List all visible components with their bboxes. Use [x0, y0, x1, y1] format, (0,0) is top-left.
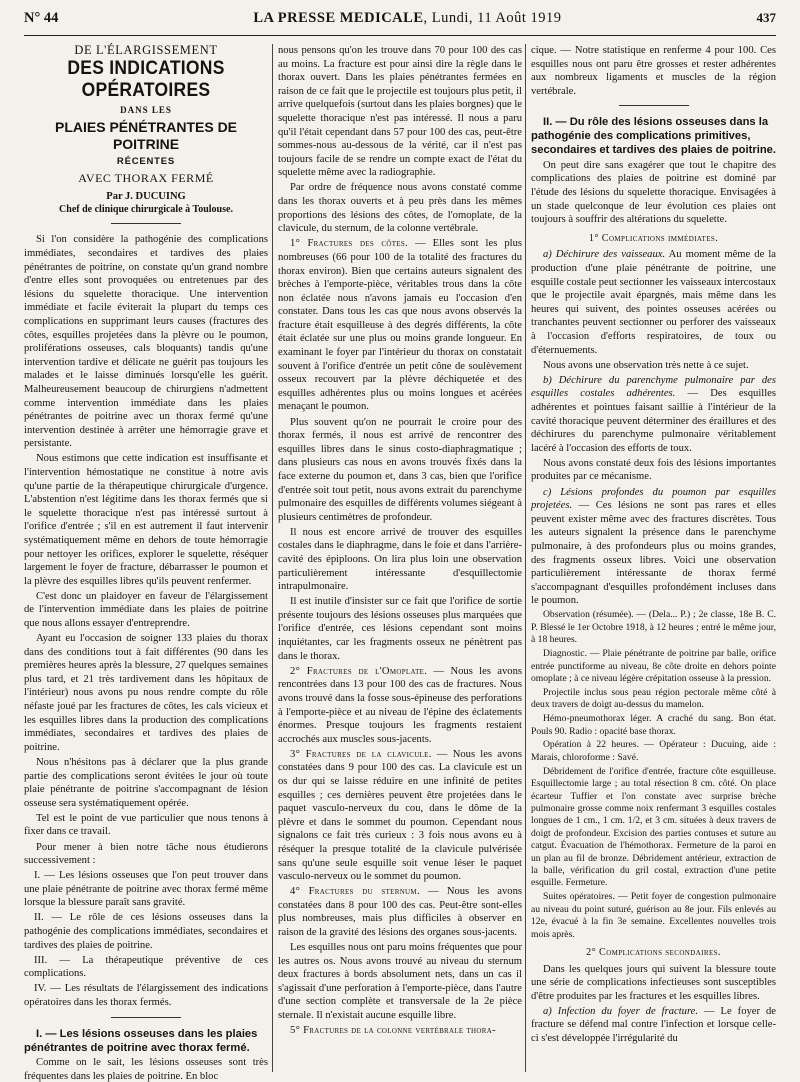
subtitle-thorax: AVEC THORAX FERMÉ — [78, 170, 214, 185]
paragraph: 5° Fractures de la colonne vertébrale thora- — [290, 1025, 496, 1037]
column-1 — [24, 44, 268, 1082]
paragraph-text: — Nous les avons rencontrées dans 13 pour 100 des cas de fractures. Nous avons trouvé dans la fosse sous-épineuse des perforations à l'emporte-pièce et au niveau de l'épine des éclatements énormes. Presque toujours les fragments restaient accrochés aux muscles sous-jacents. — [278, 665, 522, 745]
column-divider — [525, 44, 526, 1072]
subsection-lead: 4° Fractures du sternum. — [290, 886, 420, 898]
paragraph — [531, 248, 776, 357]
paragraph — [531, 486, 776, 608]
issue-number: N° 44 — [24, 10, 59, 26]
title-rule — [111, 223, 181, 224]
paragraph: C'est donc un plaidoyer en faveur de l'élargissement de l'intervention immédiate dans les plaies de poitrine que nous allons essayer d'entreprendre. — [24, 590, 268, 629]
masthead — [24, 10, 776, 36]
title-connector: DANS LES — [120, 104, 172, 115]
list-item: III. — La thérapeutique préventive de ces complications. — [24, 954, 268, 980]
column-divider — [272, 44, 273, 1072]
list-item: II. — Le rôle de ces lésions osseuses dans la pathogénie des complications immédiates, secondaires et tardives des plaies de poitrine. — [24, 912, 268, 951]
paragraph-text: — Nous les avons constatées dans 8 pour 100 des cas. Peut-être sont-elles plus nombreuses, mais plus difficiles à observer en raison de la gravité des lésions des organes sous-jacents. — [278, 886, 522, 938]
subsection-lead: 1° Fractures des côtes. — [290, 238, 409, 250]
observation-line: Hémo-pneumothorax léger. A craché du sang. Bon état. Pouls 90. Radio : opacité base thorax. — [531, 713, 776, 737]
issue-date: , Lundi, 11 Août 1919 — [423, 10, 562, 26]
masthead-title — [253, 10, 561, 27]
paragraph: Ayant eu l'occasion de soigner 133 plaies du thorax dans des conditions tout à fait différentes (90 dans les premières heures après la blessure, 27 quelques semaines plus tard, et 21 très tardivement dans les hôpitaux de l'intérieur) nous avons pu nous rendre compte du rôle néfaste joué par les fractures de côtes, les cals vicieux et les esquilles libres dans la production des complications immédiates, secondaires et tardives des plaies de poitrine. — [24, 633, 268, 753]
subtitle-recentes: RÉCENTES — [116, 156, 176, 168]
article-subtitle: PLAIES PÉNÉTRANTES DE POITRINE — [54, 119, 238, 153]
list-item: I. — Les lésions osseuses que l'on peut trouver dans une plaie pénétrante de poitrine avec thorax fermé même lorsque la blessure paraît sans gravité. — [24, 870, 268, 909]
paragraph: Comme on le sait, les lésions osseuses sont très fréquentes dans les plaies de poitrine. En bloc — [24, 1057, 268, 1082]
paragraph: cique. — Notre statistique en renferme 4 pour 100. Ces esquilles nous ont paru être grosses et rester adhérentes aux nombreux ligaments et muscles de la région vertébrale. — [531, 45, 776, 97]
subsection-lead: c) Lésions profondes du poumon par esquilles projetées. — [531, 486, 776, 512]
paragraph: Nous avons une observation très nette à ce sujet. — [543, 359, 749, 371]
observation-line: Débridement de l'orifice d'entrée, fracture côte esquilleuse. Esquillectomie large ; au total résection 8 cm. côté. On place écarteur Tuffier et l'on constate avec surprise brèche pulmonaire grosse comme noix renfermant 3 esquilles costales longues de 1 cm., 1 cm. 1/2, et 3 cm. situées à deux travers de doigt de profondeur. Excision des parties contuses et suture au catgut. Évacuation de l'hémothorax. Fermeture de la paroi en un plan au fil de bronze. Débridement antérieur, extraction de la balle, vérification du gril costal, extraction d'une petite esquille. Fermeture. — [531, 765, 776, 889]
paragraph: Tel est le point de vue particulier que nous tenons à fixer dans ce travail. — [24, 812, 268, 838]
page-number: 437 — [756, 10, 776, 25]
column-2 — [278, 44, 522, 1039]
paragraph: nous pensons qu'on les trouve dans 70 pour 100 des cas au moins. La fracture est pour ainsi dire la règle dans le thorax ouvert. Dans les plaies pénétrantes fermées en raison de ce fait que le projectile est toujours plus petit, il arrive quelquefois (surtout dans les plaies borgnes) que le squelette thoracique n'est pas intéressé. Il nous a paru qu'il l'était cependant dans 57 pour 100 des cas, peut-être sommes-nous au-dessous de la vérité, car il n'est pas toujours facile de se rendre un compte exact de l'état du squelette même avec la radiographie. — [278, 45, 522, 179]
section-rule — [111, 1017, 181, 1018]
clinical-observation — [531, 609, 776, 941]
paragraph-text: — Des esquilles adhérentes et pointues faisant saillie à l'intérieur de la cavité thoracique peuvent déterminer des éraillures et des déchirures du parenchyme pulmonaire véritablement lacéré à l'occasion des efforts de toux. — [531, 388, 776, 454]
paragraph — [278, 885, 522, 939]
paragraph — [278, 748, 522, 884]
article-title: DES INDICATIONS OPÉRATOIRES — [67, 57, 225, 101]
author-byline: Par J. DUCUING — [106, 191, 186, 203]
observation-line: Suites opératoires. — Petit foyer de congestion pulmonaire au niveau du point suturé, guérison au 8e jour. Fils enlevés au 12e, évacué à la fin 3e semaine. Excellentes nouvelles trois mois après. — [531, 891, 776, 940]
paragraph-text: — Le foyer de fracture se défend mal contre l'infection et lorsque celle-ci s'est développée l'irrégularité du — [531, 1005, 776, 1044]
paragraph-text: — Nous les avons constatées dans 9 pour 100 des cas. La clavicule est un os dur qui se laisse réduire en une infinité de petites esquilles ; ces dernières peuvent être projetées dans le paquet vasculo-nerveux du cou, dans le dôme de la plèvre et dans le sommet du poumon. Cependant nous signalons ce fait très curieux : 3 fois nous avons eu à réséquer la presque totalité de la clavicule pulvérisée sans qu'une seule esquille soit venue léser le paquet vasculo-nerveux ou le sommet du poumon. — [278, 748, 522, 883]
paragraph: Il est inutile d'insister sur ce fait que l'orifice de sortie présente toujours des lésions osseuses plus marquées que l'orifice d'entrée, ces lésions cependant sont moins inquiétantes, car les fragments osseux ne pénètrent pas dans le thorax. — [278, 596, 522, 662]
paragraph — [531, 1005, 776, 1046]
paragraph-text: — Ces lésions ne sont pas rares et elles peuvent exister même avec des fractures discrètes. Tous les auteurs signalent la présence dans le parenchyme pulmonaire, à des profondeurs plus ou moins grandes, des fragments osseux libres. Voici une observation particulièrement intéressante de thorax fermé s'accompagnant d'esquilles profondément incluses dans le poumon. — [531, 500, 776, 607]
paragraph: Nous n'hésitons pas à déclarer que la plus grande partie des complications seront évitées le jour où toute plaie pénétrante de poitrine s'accompagnant de lésion osseuse sera systématiquement opérée. — [24, 756, 268, 809]
paragraph: Les esquilles nous ont paru moins fréquentes que pour les autres os. Nous avons trouvé au niveau du sternum deux fractures à bords absolument nets, dans un cas il s'agissait d'une perforation à l'emporte-pièce, dans l'autre d'une section complète et transversale de la 2e pièce sternale. Il n'existait aucune esquille libre. — [278, 942, 522, 1022]
journal-name: LA PRESSE MEDICALE — [253, 10, 424, 26]
subsection-lead: b) Déchirure du parenchyme pulmonaire par des esquilles costales adhérentes. — [531, 374, 776, 400]
paragraph: Plus souvent qu'on ne pourrait le croire pour des thorax fermés, il nous est arrivé de rencontrer des esquilles libres dans le sinus costo-diaphragmatique ; dans plusieurs cas nous en avons trouvés fixés dans la face externe du poumon et, dans 3 cas, bien que l'orifice d'entrée soit tout petit, nous avons extrait du parenchyme pulmonaire des esquilles de différents volumes siégeant à plusieurs centimètres de profondeur. — [278, 416, 522, 523]
paragraph: Nous estimons que cette indication est insuffisante et l'intervention hémostatique ne constitue à notre avis qu'une partie de la thérapeutique chirurgicale d'urgence. L'abstention n'est légitime dans les thorax fermés que si le squelette thoracique n'est pas intéressé surtout à l'orifice d'entrée ; s'il en est autrement il faut intervenir systématiquement même en dehors de toute hémorragie pour nettoyer les orifices, explorer le squelette, réséquer largement le foyer de fracture, débarrasser le poumon et la plèvre des esquilles libres qu'ils peuvent renfermer. — [24, 453, 268, 587]
outline-list — [24, 869, 268, 1009]
author-affiliation: Chef de clinique chirurgicale à Toulouse. — [59, 203, 233, 215]
article-title-block — [24, 44, 268, 224]
list-item: IV. — Les résultats de l'élargissement des indications opératoires dans les thorax fermés. — [24, 983, 268, 1009]
paragraph — [278, 665, 522, 747]
subsection-lead: 2° Fractures de l'Omoplate. — [290, 665, 428, 677]
section-heading-1: I. — Les lésions osseuses dans les plaies pénétrantes de poitrine avec thorax fermé. — [24, 1027, 258, 1054]
paragraph-text: — Elles sont les plus nombreuses (66 pour 100 de la totalité des fractures du thorax environ). Bien que certains auteurs signalent des brèches à l'emporte-pièce, véritables trous dans la côte non éclatée nous n'avons jamais eu l'occasion d'en constater. Dans tous les cas que nous avons observés la fracture était esquilleuse à des degrés différents, la côte était éclatée sur une plus ou moins grande longueur. En examinant le foyer par l'intérieur du thorax on constatait souvent à l'orifice d'entrée un petit cône de soulèvement osseux recouvert par la plèvre déchiquetée et des esquilles adhérentes plus ou moins longues et acérées menaçant le poumon. — [278, 238, 523, 413]
subsection-lead: a) Déchirure des vaisseaux. — [543, 249, 666, 261]
paragraph: Si l'on considère la pathogénie des complications immédiates, secondaires et tardives des plaies pénétrantes de poitrine, on constate qu'un grand nombre d'entre elles sont provoquées ou entretenues par des lésions du squelette thoracique. Une intervention immédiate et facile éviterait la plupart du temps ces complications en supprimant leurs causes (fractures des côtes, esquilles projetées dans la plèvre ou le poumon, proliférations osseuses, cals bloquants) tandis qu'une intervention tardive et délicate ne guérit pas toujours les malades et le laisse diminués lorsqu'elle les guérit. Malheureusement beaucoup de chirurgiens n'admettent comme intervention immédiate dans les plaies pénétrantes de poitrine avec un thorax fermé qu'une intervention destinée à arrêter une hémorragie grave et persistante. — [24, 234, 268, 450]
observation-line: Opération à 22 heures. — Opérateur : Ducuing, aide : Marais, chloroforme : Savé. — [531, 739, 776, 763]
paragraph — [278, 237, 522, 414]
observation-line: Observation (résumée). — (Dela... P.) ; 2e classe, 18e B. C. P. Blessé le 1er Octobre 1918, à 12 heures ; entré le même jour, à 18 heures. — [531, 609, 776, 646]
paragraph: Par ordre de fréquence nous avons constaté comme dans les thorax ouverts et à peu près dans les mêmes proportions des lésions des côtes, de l'omoplate, de la clavicule, du sternum, de la colonne vertébrale. — [278, 182, 522, 235]
subsection-heading: 2° Complications secondaires. — [586, 946, 721, 958]
subsection-heading: 1° Complications immédiates. — [588, 232, 719, 244]
subsection-lead: a) Infection du foyer de fracture. — [543, 1005, 699, 1017]
article-kicker: DE L'ÉLARGISSEMENT — [74, 43, 218, 57]
paragraph — [531, 374, 776, 456]
observation-line: Diagnostic. — Plaie pénétrante de poitrine par balle, orifice entrée punctiforme au niveau, 8e côte droite en dehors pointe omoplate ; à ce niveau légère crépitation osseuse à la pression. — [531, 648, 776, 684]
observation-line: Projectile inclus sous peau région pectorale même côté à deux travers de doigt au-dessus du mamelon. — [531, 686, 776, 711]
paragraph-text: Au moment même de la production d'une plaie pénétrante de poitrine, une esquille costale peut sectionner les vaisseaux intercostaux que le projectile avait épargnés, mais même dans les heures qui suivent, des pointes osseuses acérées ou tranchantes peuvent sectionner ou perforer des vaisseaux à l'occasion d'efforts respiratoires, de toux ou d'éternuements. — [531, 249, 777, 356]
section-rule — [619, 105, 689, 106]
paragraph: Pour mener à bien notre tâche nous étudierons successivement : — [24, 841, 268, 867]
paragraph: Il nous est encore arrivé de trouver des esquilles costales dans le diaphragme, dans le foie et dans l'arrière-cavité des épiploons. On lira plus loin une observation particulièrement intéressante d'esquillectomie intrapulmonaire. — [278, 526, 522, 593]
section-heading-2: II. — Du rôle des lésions osseuses dans la pathogénie des complications primitives, secondaires et tardives des plaies de poitrine. — [531, 116, 776, 157]
paragraph: Nous avons constaté deux fois des lésions importantes produites par ce mécanisme. — [531, 457, 776, 483]
column-3 — [531, 44, 776, 1047]
paragraph: On peut dire sans exagérer que tout le chapitre des complications des plaies de poitrine est dominé par l'étude des lésions du squelette thoracique. Envisagées à un stade quelconque de leur évolution ces plaies ont toujours à souffrir des altérations du squelette. — [531, 159, 776, 226]
subsection-lead: 3° Fractures de la clavicule. — [290, 748, 432, 760]
paragraph: Dans les quelques jours qui suivent la blessure toute une série de complications infectieuses sont susceptibles d'être produites par les fractures et les esquilles libres. — [531, 963, 776, 1002]
